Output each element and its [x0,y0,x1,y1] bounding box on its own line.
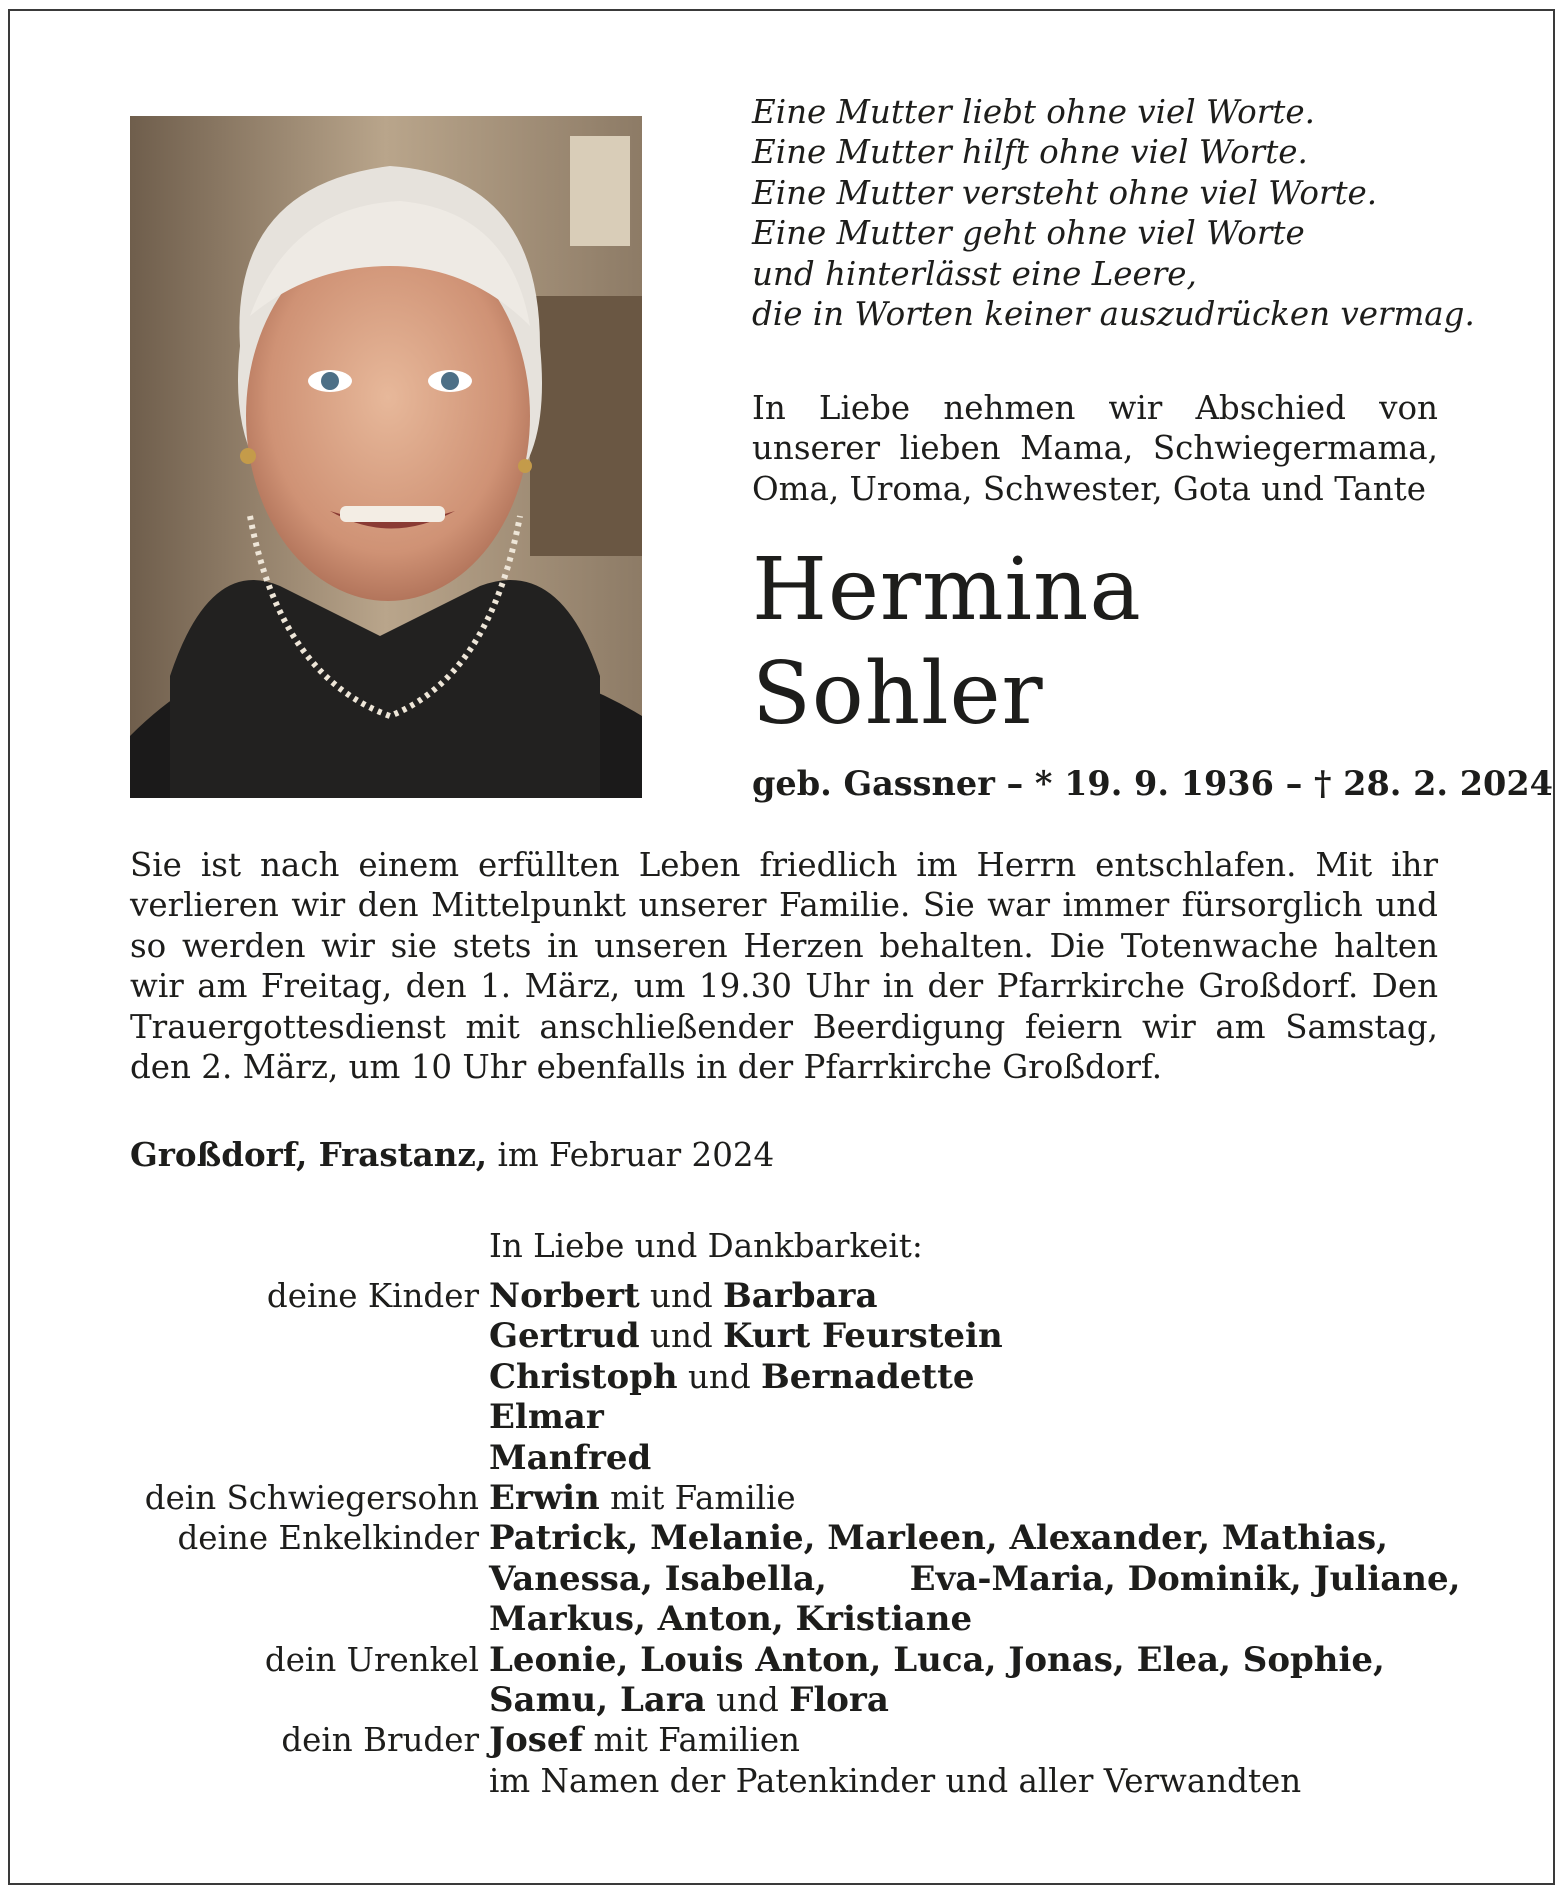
relative-names [489,1720,800,1760]
relation-label [100,1680,489,1720]
relative-name: Elmar [489,1397,604,1438]
relative-name: Samu, Lara [489,1680,706,1721]
connector-text: mit Familien [583,1721,800,1760]
poem-line: Eine Mutter versteht ohne viel Worte. [752,173,1378,212]
relation-label: deine Kinder [266,1277,479,1315]
first-name: Hermina [752,540,1142,640]
relative-names [489,1640,1385,1680]
relative-name: Bernadette [760,1356,975,1397]
relative-name: Norbert [489,1276,640,1316]
relative-names [489,1518,1388,1558]
relation-label [100,1357,489,1397]
relative-name: Markus, Anton, Kristiane [489,1599,973,1640]
place-date-line [130,1135,774,1175]
relation-label: dein Schwiegersohn [144,1479,479,1518]
family-row [100,1761,1500,1801]
relative-name: Christoph [489,1356,678,1397]
family-row [100,1680,1500,1720]
relative-name: Vanessa, Isabella, Eva-Maria, Dominik, Juliane, [489,1558,1461,1599]
relation-label [100,1761,489,1801]
month-year: im Februar 2024 [487,1136,775,1174]
family-row [100,1599,1500,1639]
relation-label: deine Enkelkinder [177,1519,479,1558]
family-row [100,1276,1500,1316]
obituary-text: Sie ist nach einem erfüllten Leben friedlich im Herrn entschlafen. Mit ihr verlieren wir den Mittelpunkt unserer Familie. Sie war immer fürsorglich und so werden wir sie stets in unseren Herzen behalten. Die Totenwache halten wir am Freitag, den 1. März, um 19.30 Uhr in der Pfarrkirche Großdorf. Den Trauergottesdienst mit anschließender Beerdigung feiern wir am Samstag, den 2. März, um 10 Uhr ebenfalls in der Pfarrkirche Großdorf. [130,846,1438,1087]
relative-name: Josef [489,1720,584,1761]
relative-name: Kurt Feurstein [723,1316,1003,1357]
last-name: Sohler [752,644,1044,744]
connector-text: und [639,1277,724,1315]
relation-label [100,1599,489,1639]
connector-text: und [639,1317,724,1356]
relative-names [489,1438,651,1478]
relative-names [489,1316,1003,1356]
relative-names [489,1397,604,1437]
connector-text: mit Familie [599,1479,796,1518]
poem-line: Eine Mutter geht ohne viel Worte [752,214,1305,253]
poem-line: Eine Mutter liebt ohne viel Worte. [752,93,1315,131]
relation-label [100,1316,489,1356]
family-row [100,1559,1500,1599]
poem-line: und hinterlässt eine Leere, [752,254,1197,293]
relative-name: Erwin [489,1478,600,1519]
portrait-photo [130,116,642,798]
place-names: Großdorf, Frastanz, [130,1135,488,1174]
relation-label: dein Urenkel [264,1640,479,1679]
relative-names [489,1761,1301,1801]
family-row [100,1357,1500,1397]
relative-names [489,1680,889,1720]
relative-names [489,1599,972,1639]
family-row [100,1397,1500,1437]
relation-label [100,1438,489,1478]
farewell-intro: In Liebe nehmen wir Abschied von unserer lieben Mama, Schwiegermama, Oma, Uroma, Schwester, Gota und Tante [752,389,1438,508]
family-row [100,1720,1500,1760]
family-row [100,1478,1500,1518]
relative-names [489,1478,796,1518]
deceased-name [752,538,1142,746]
family-row [100,1316,1500,1356]
family-row [100,1438,1500,1478]
family-row [100,1640,1500,1680]
connector-text: und [705,1681,790,1720]
family-list [100,1276,1500,1801]
relative-name: Manfred [489,1437,652,1478]
connector-text: und [677,1357,761,1396]
poem [752,92,1475,334]
relative-name: Gertrud [489,1316,640,1357]
relation-label: dein Bruder [281,1721,479,1760]
relation-label [100,1559,489,1599]
relative-name: Barbara [723,1276,878,1316]
relation-label [100,1397,489,1437]
thanks-heading: In Liebe und Dankbarkeit: [489,1227,923,1265]
relative-name: Leonie, Louis Anton, Luca, Jonas, Elea, Sophie, [489,1639,1385,1680]
poem-line: Eine Mutter hilft ohne viel Worte. [752,133,1308,172]
family-row [100,1518,1500,1558]
relative-name: Patrick, Melanie, Marleen, Alexander, Mathias, [489,1518,1388,1559]
relative-name: Flora [789,1680,889,1721]
birth-death-dates: geb. Gassner – * 19. 9. 1936 – † 28. 2. 2024 [752,764,1553,803]
relative-names [489,1276,877,1316]
connector-text: im Namen der Patenkinder und aller Verwandten [489,1761,1302,1800]
relative-names [489,1559,1460,1599]
poem-line: die in Worten keiner auszudrücken vermag. [752,295,1475,334]
relative-names [489,1357,974,1397]
